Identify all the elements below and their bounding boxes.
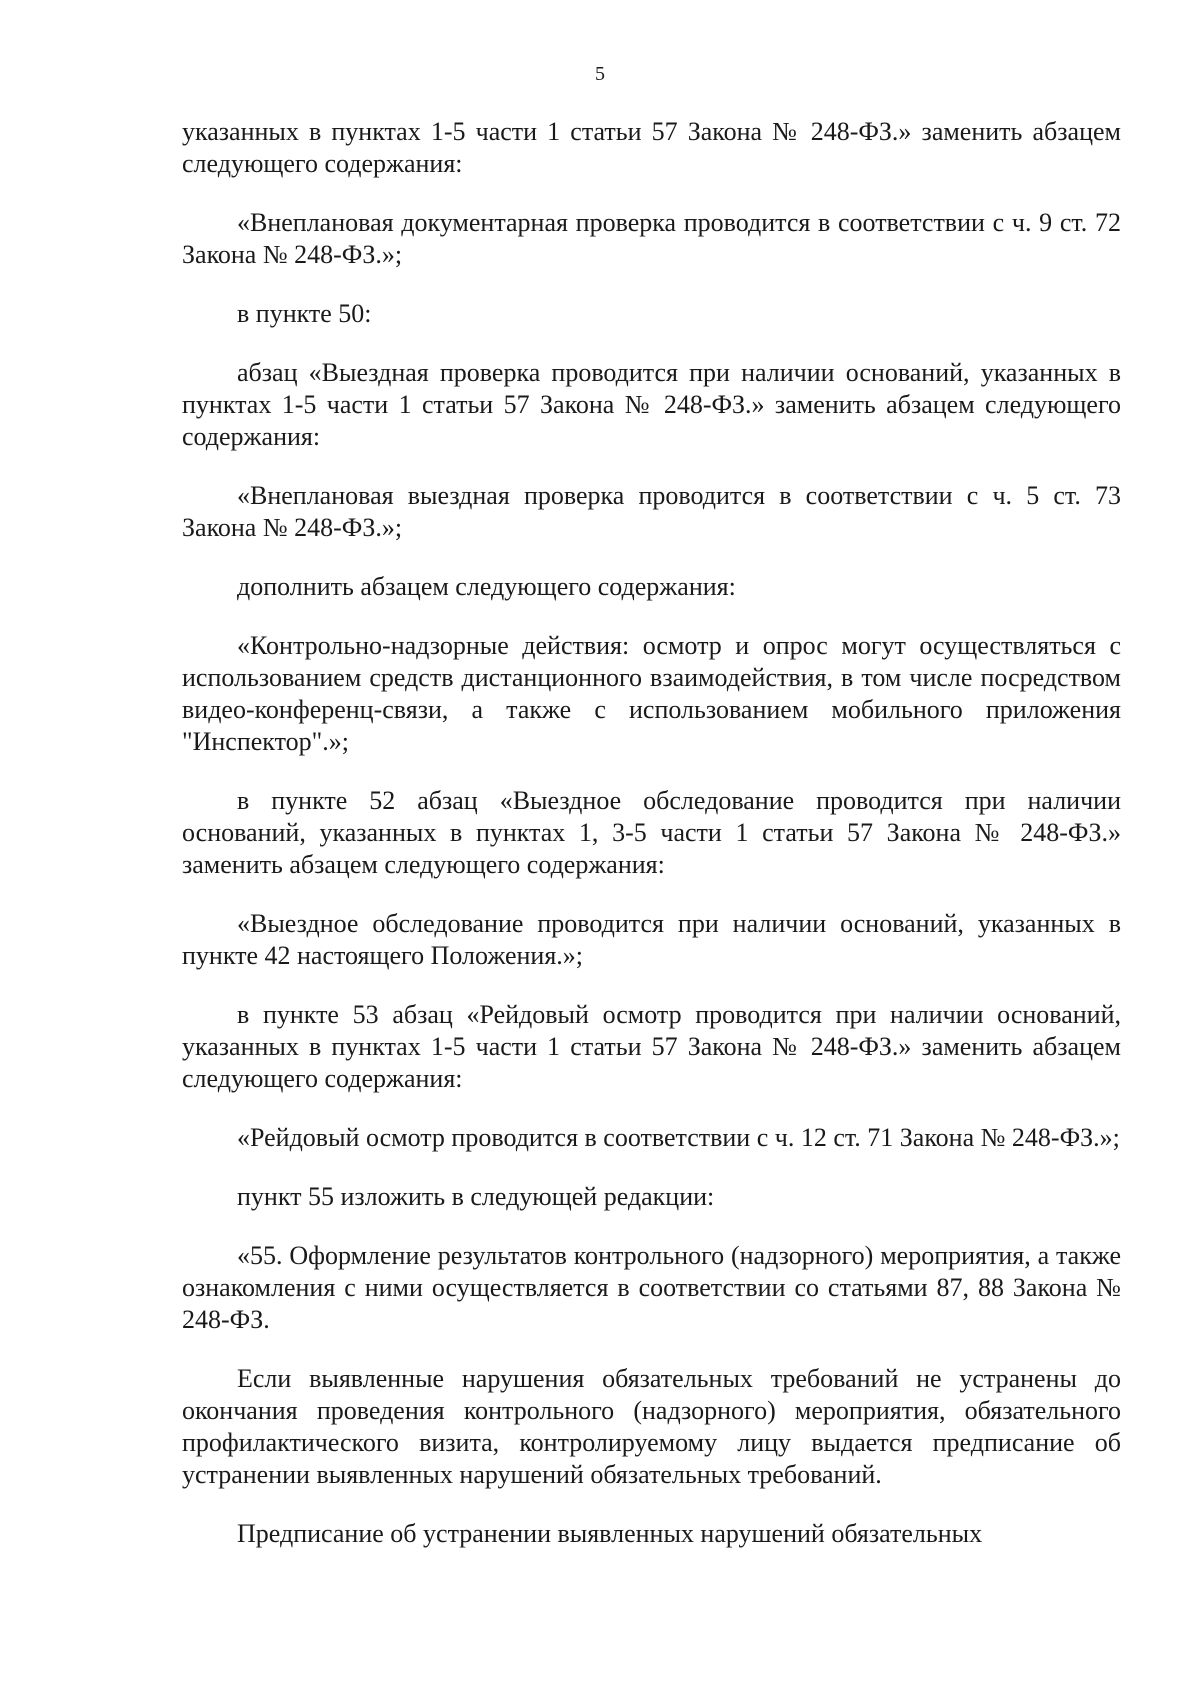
paragraph-quote-raid-inspection: «Рейдовый осмотр проводится в соответствии с ч. 12 ст. 71 Закона № 248-ФЗ.»; — [237, 1123, 1120, 1152]
paragraph-violations: Если выявленные нарушения обязательных требований не устранены до окончания проведения контрольного (надзорного) мероприятия, обязательного профилактического визита, контролируемому лицу выдается предписание об устранении выявленных нарушений обязательных требований. — [182, 1364, 1121, 1489]
paragraph-point-52: в пункте 52 абзац «Выездное обследование проводится при наличии оснований, указанных в пунктах 1, 3-5 части 1 статьи 57 Закона № 248-ФЗ.» заменить абзацем следующего содержания: — [182, 786, 1121, 879]
document-body — [182, 116, 1121, 1577]
paragraph-quote-control-actions: «Контрольно-надзорные действия: осмотр и опрос могут осуществляться с использованием средств дистанционного взаимодействия, в том числе посредством видео-конференц-связи, а также с использованием мобильного приложения "Инспектор".»; — [182, 631, 1121, 756]
paragraph-quote-field-check: «Внеплановая выездная проверка проводится в соответствии с ч. 5 ст. 73 Закона № 248-ФЗ.»; — [182, 481, 1121, 542]
paragraph-quote-field-survey: «Выездное обследование проводится при наличии оснований, указанных в пункте 42 настоящего Положения.»; — [182, 909, 1121, 970]
paragraph-prescription: Предписание об устранении выявленных нарушений обязательных — [237, 1519, 983, 1548]
paragraph-point-55: пункт 55 изложить в следующей редакции: — [237, 1182, 715, 1211]
paragraph-supplement: дополнить абзацем следующего содержания: — [237, 572, 736, 601]
paragraph-point-53: в пункте 53 абзац «Рейдовый осмотр проводится при наличии оснований, указанных в пунктах 1-5 части 1 статьи 57 Закона № 248-ФЗ.» заменить абзацем следующего содержания: — [182, 1000, 1121, 1093]
paragraph-point-55-text: «55. Оформление результатов контрольного (надзорного) мероприятия, а также ознакомления с ними осуществляется в соответствии со статьями 87, 88 Закона № 248-ФЗ. — [182, 1241, 1121, 1334]
page-number: 5 — [595, 63, 605, 85]
paragraph-quote-documentary-check: «Внеплановая документарная проверка проводится в соответствии с ч. 9 ст. 72 Закона № 248-ФЗ.»; — [182, 208, 1121, 269]
paragraph-point-50-abzats: абзац «Выездная проверка проводится при наличии оснований, указанных в пунктах 1-5 части 1 статьи 57 Закона № 248-ФЗ.» заменить абзацем следующего содержания: — [182, 358, 1121, 451]
paragraph-continuation: указанных в пунктах 1-5 части 1 статьи 57 Закона № 248-ФЗ.» заменить абзацем следующего содержания: — [182, 117, 1121, 178]
paragraph-point-50: в пункте 50: — [237, 299, 372, 328]
